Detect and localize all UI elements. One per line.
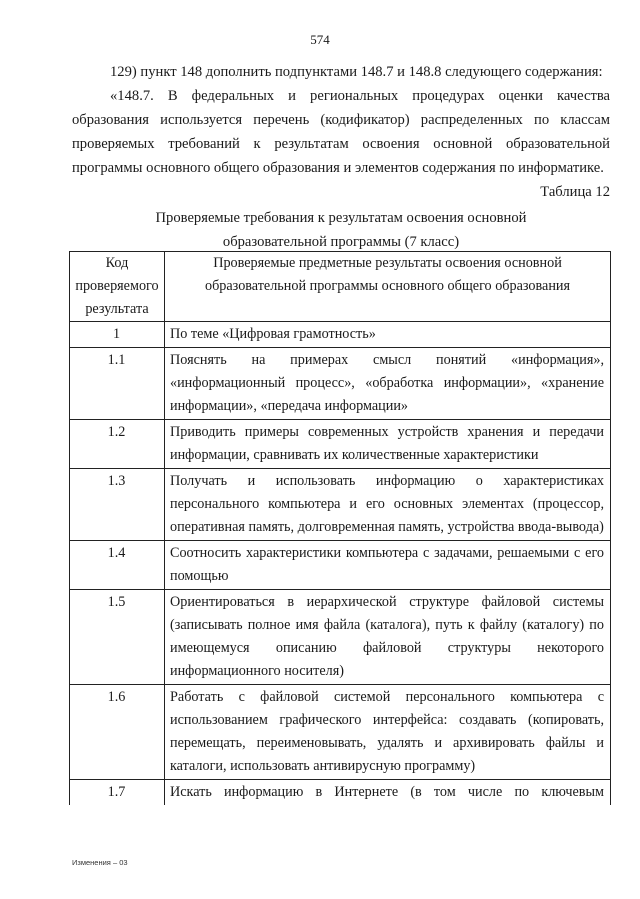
table-row [70, 590, 611, 685]
table-row [70, 322, 611, 348]
row-description: Соотносить характеристики компьютера с задачами, решаемыми с его помощью [165, 541, 611, 590]
row-code: 1.2 [70, 420, 165, 469]
footer-revision: Изменения – 03 [72, 858, 128, 867]
requirements-table [69, 251, 611, 805]
table-row [70, 541, 611, 590]
row-code: 1 [70, 322, 165, 348]
table-row [70, 685, 611, 780]
row-description: Получать и использовать информацию о характеристиках персонального компьютера и его основных элементах (процессор, оперативная память, долговременная память, устройства ввода-вывода) [165, 469, 611, 541]
intro-paragraph: «148.7. В федеральных и региональных процедурах оценки качества образования используется перечень (кодификатор) распределенных по классам проверяемых требований к результатам освоения основной образовательной программы основного общего образования и элементов содержания по информатике. [72, 88, 610, 176]
row-description: Ориентироваться в иерархической структуре файловой системы (записывать полное имя файла (каталога), путь к файлу (каталогу) по имеющемуся описанию файловой структуры некоторого информационного носителя) [165, 590, 611, 685]
table-title [72, 206, 610, 254]
row-description: Искать информацию в Интернете (в том числе по ключевым [165, 780, 611, 806]
row-description: Работать с файловой системой персонального компьютера с использованием графического интерфейса: создавать (копировать, перемещать, переименовывать, удалять и архивировать файлы и каталоги, использовать антивирусную программу) [165, 685, 611, 780]
header-code: Код проверяемого результата [70, 252, 165, 322]
row-description: По теме «Цифровая грамотность» [165, 322, 611, 348]
row-code: 1.4 [70, 541, 165, 590]
table-title-line: образовательной программы (7 класс) [222, 234, 460, 250]
row-description: Пояснять на примерах смысл понятий «информация», «информационный процесс», «обработка информации», «хранение информации», «передача информации» [165, 348, 611, 420]
row-description: Приводить примеры современных устройств хранения и передачи информации, сравнивать их количественные характеристики [165, 420, 611, 469]
table-title-line: Проверяемые требования к результатам освоения основной [155, 210, 527, 226]
row-code: 1.3 [70, 469, 165, 541]
row-code: 1.7 [70, 780, 165, 806]
row-code: 1.1 [70, 348, 165, 420]
header-description: Проверяемые предметные результаты освоения основной образовательной программы основного общего образования [165, 252, 611, 322]
table-row [70, 469, 611, 541]
table-row [70, 348, 611, 420]
row-code: 1.6 [70, 685, 165, 780]
table-label: Таблица 12 [540, 184, 610, 200]
table-row [70, 420, 611, 469]
row-code: 1.5 [70, 590, 165, 685]
table-row [70, 780, 611, 806]
amendment-paragraph: 129) пункт 148 дополнить подпунктами 148.7 и 148.8 следующего содержания: [110, 64, 603, 80]
table-header-row [70, 252, 611, 322]
page-number: 574 [310, 32, 330, 47]
